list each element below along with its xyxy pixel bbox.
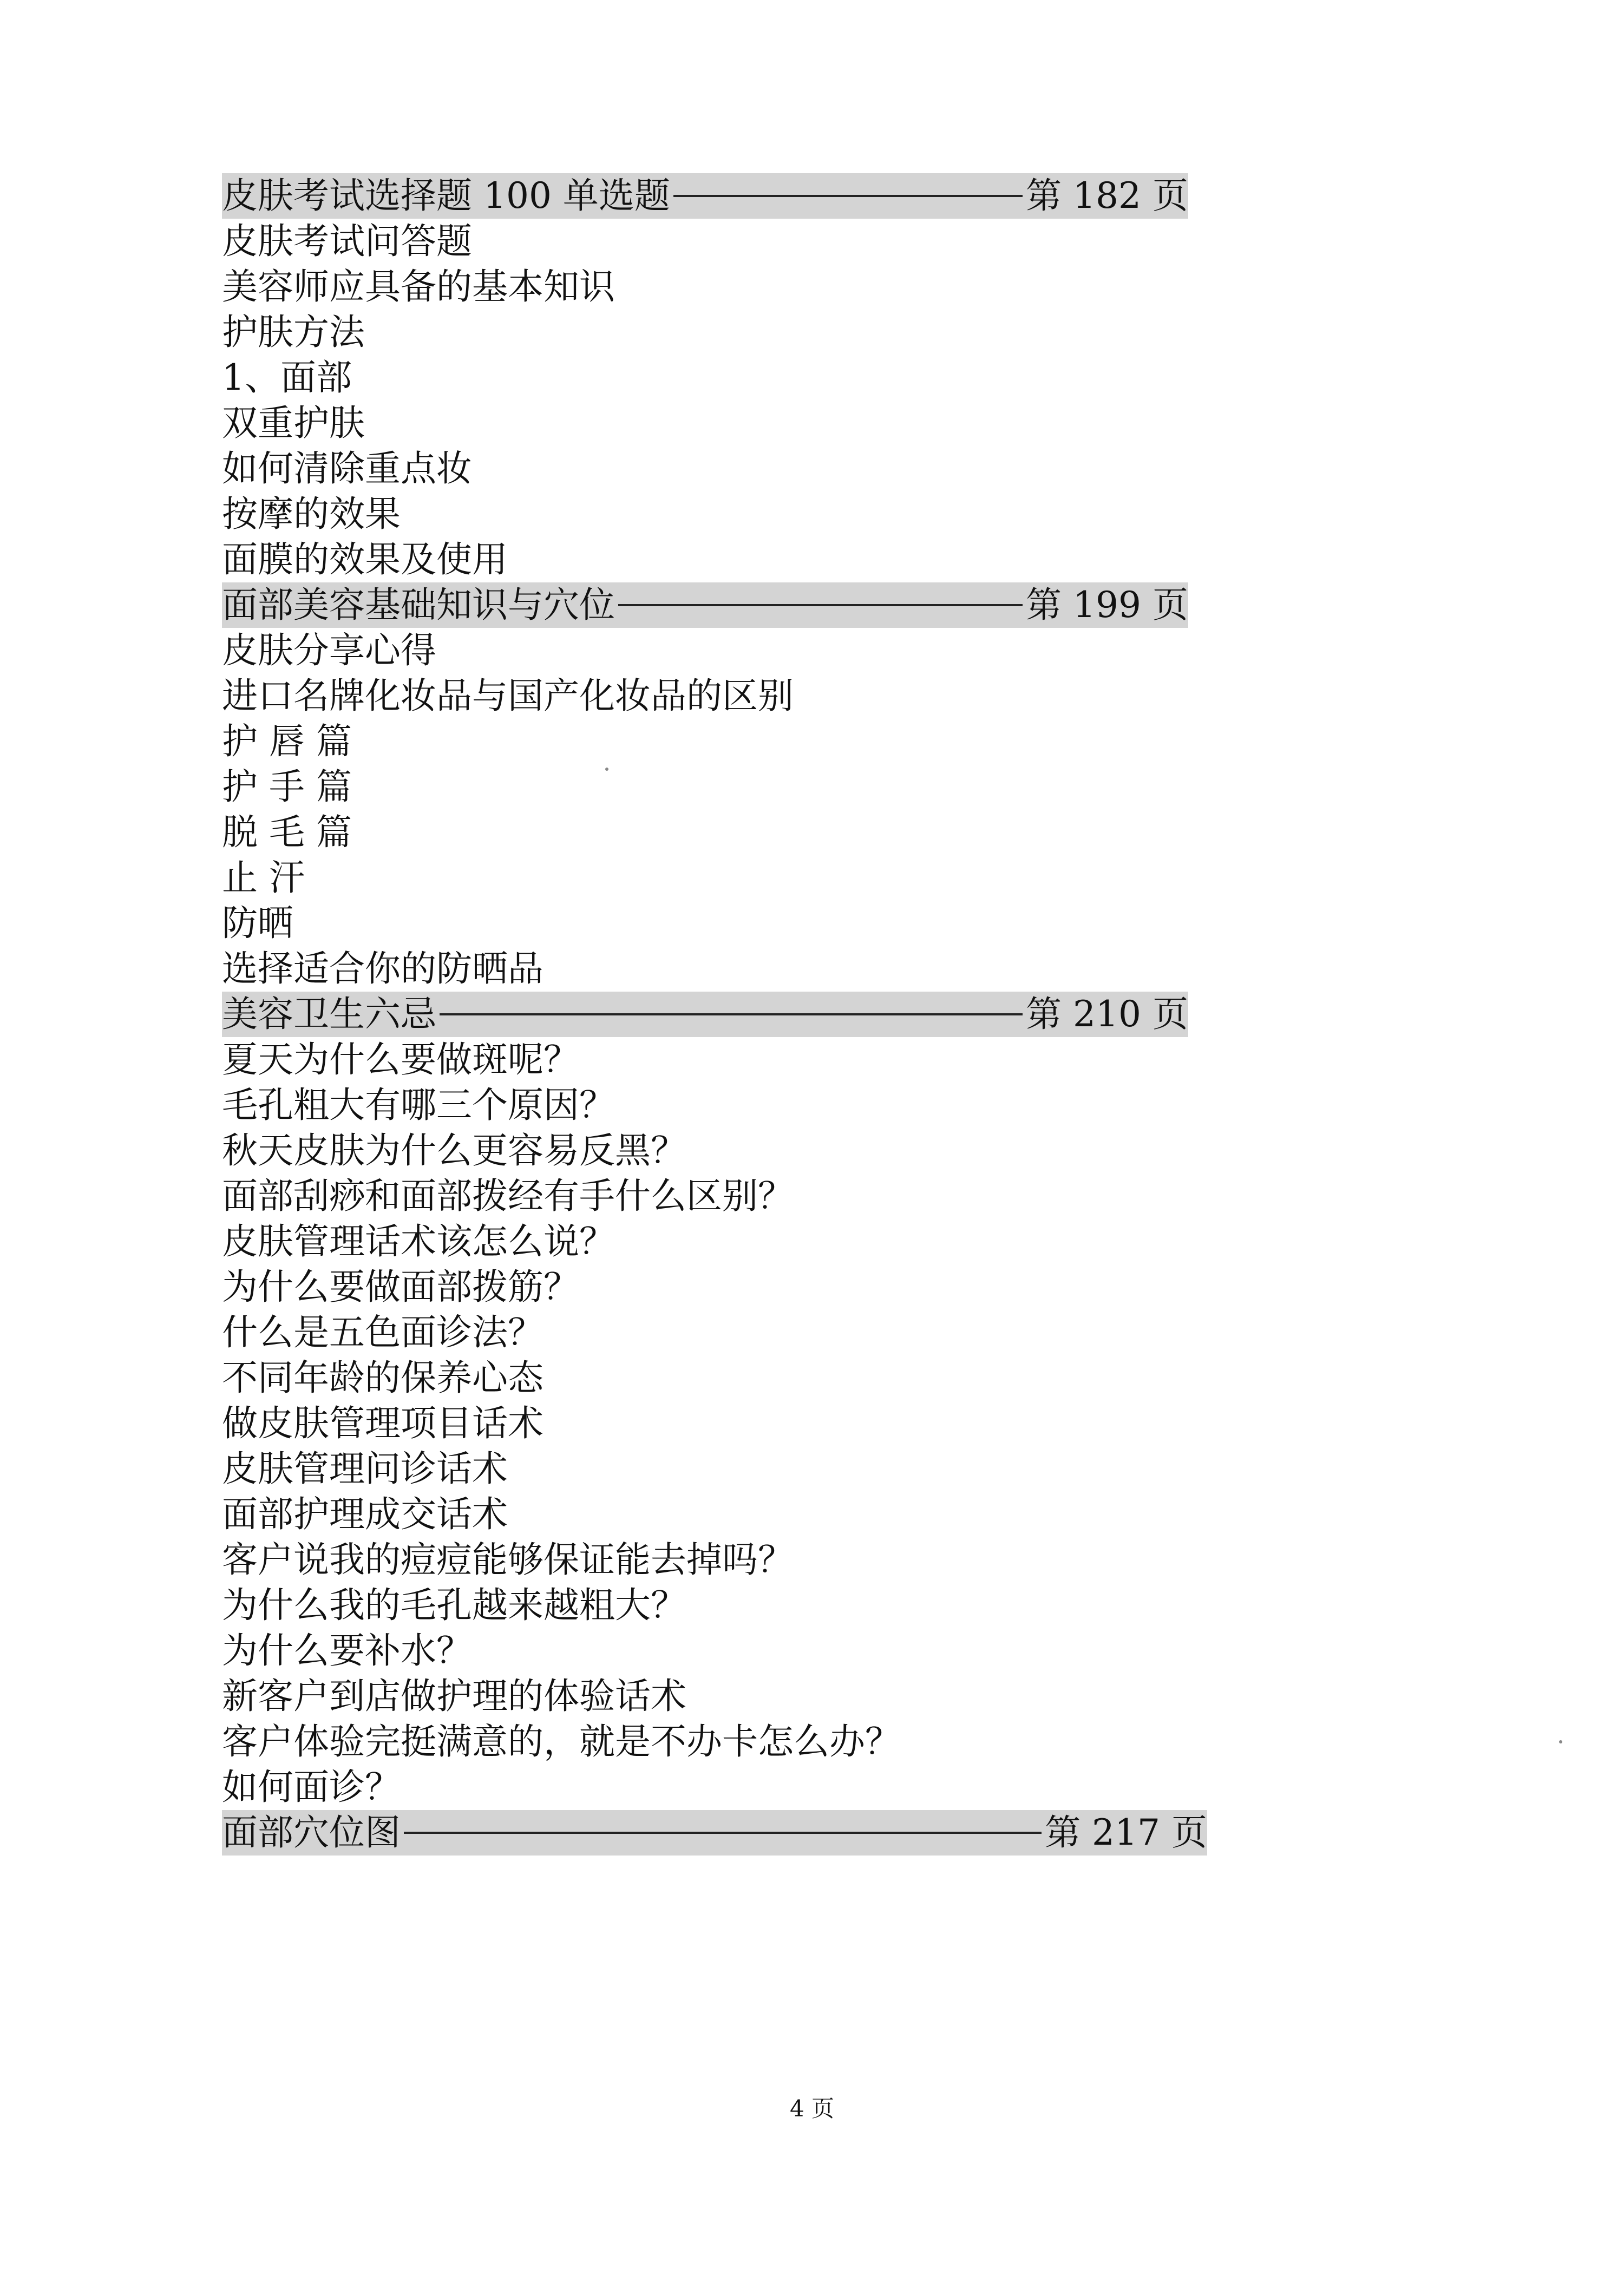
table-of-contents [222, 173, 1250, 1856]
toc-item: 1、面部 [222, 357, 352, 398]
toc-item: 皮肤考试问答题 [222, 220, 472, 262]
toc-item: 按摩的效果 [222, 493, 401, 535]
page-number-footer: 4 页 [789, 2095, 835, 2122]
toc-entry-beauty-hygiene [222, 992, 1188, 1037]
toc-item: 皮肤管理话术该怎么说？ [222, 1221, 615, 1262]
dash-leader [404, 1832, 1042, 1834]
toc-item: 护 手 篇 [222, 766, 352, 808]
toc-item: 面部护理成交话术 [222, 1493, 508, 1535]
scan-speck [1559, 1740, 1562, 1743]
scan-speck [605, 768, 608, 771]
toc-item: 夏天为什么要做斑呢？ [222, 1039, 579, 1080]
toc-item: 进口名牌化妆品与国产化妆品的区别 [222, 675, 794, 717]
dash-leader [618, 604, 1023, 606]
toc-item: 防晒 [222, 902, 293, 944]
toc-item: 面部刮痧和面部拨经有手什么区别？ [222, 1175, 794, 1217]
toc-item: 面膜的效果及使用 [222, 539, 508, 580]
toc-entry-skin-exam-choice [222, 173, 1188, 219]
toc-item: 新客户到店做护理的体验话术 [222, 1675, 686, 1717]
toc-page-number: 第 210 页 [1026, 993, 1188, 1035]
toc-item: 皮肤管理问诊话术 [222, 1448, 508, 1490]
toc-item: 什么是五色面诊法？ [222, 1312, 543, 1353]
toc-item: 为什么要补水？ [222, 1630, 472, 1671]
toc-item: 皮肤分享心得 [222, 630, 436, 671]
toc-entry-title: 面部穴位图 [222, 1812, 401, 1853]
toc-page-number: 第 199 页 [1026, 584, 1188, 626]
toc-entry-facial-acupoints [222, 1810, 1207, 1856]
toc-entry-title: 皮肤考试选择题 100 单选题 [222, 175, 670, 217]
toc-entry-title: 美容卫生六忌 [222, 993, 436, 1035]
toc-item: 美容师应具备的基本知识 [222, 266, 615, 307]
toc-item: 秋天皮肤为什么更容易反黑？ [222, 1130, 686, 1171]
toc-entry-title: 面部美容基础知识与穴位 [222, 584, 615, 626]
toc-page-number: 第 182 页 [1026, 175, 1188, 217]
toc-item: 毛孔粗大有哪三个原因？ [222, 1084, 615, 1126]
toc-item: 客户体验完挺满意的，就是不办卡怎么办？ [222, 1721, 901, 1762]
dash-leader [673, 195, 1023, 197]
toc-item: 为什么我的毛孔越来越粗大？ [222, 1584, 686, 1626]
toc-item: 如何面诊？ [222, 1766, 401, 1808]
toc-item: 不同年龄的保养心态 [222, 1357, 543, 1399]
toc-item: 选择适合你的防晒品 [222, 948, 543, 989]
toc-item: 脱 毛 篇 [222, 811, 352, 853]
toc-page-number: 第 217 页 [1045, 1812, 1207, 1853]
toc-item: 护肤方法 [222, 311, 365, 353]
toc-item: 为什么要做面部拨筋？ [222, 1266, 579, 1308]
toc-entry-facial-basics [222, 582, 1188, 628]
toc-item: 双重护肤 [222, 402, 365, 444]
toc-item: 做皮肤管理项目话术 [222, 1402, 543, 1444]
toc-item: 护 唇 篇 [222, 720, 352, 762]
toc-item: 止 汗 [222, 857, 305, 899]
toc-item: 如何清除重点妆 [222, 448, 472, 489]
toc-item: 客户说我的痘痘能够保证能去掉吗？ [222, 1539, 794, 1581]
dash-leader [440, 1013, 1023, 1015]
